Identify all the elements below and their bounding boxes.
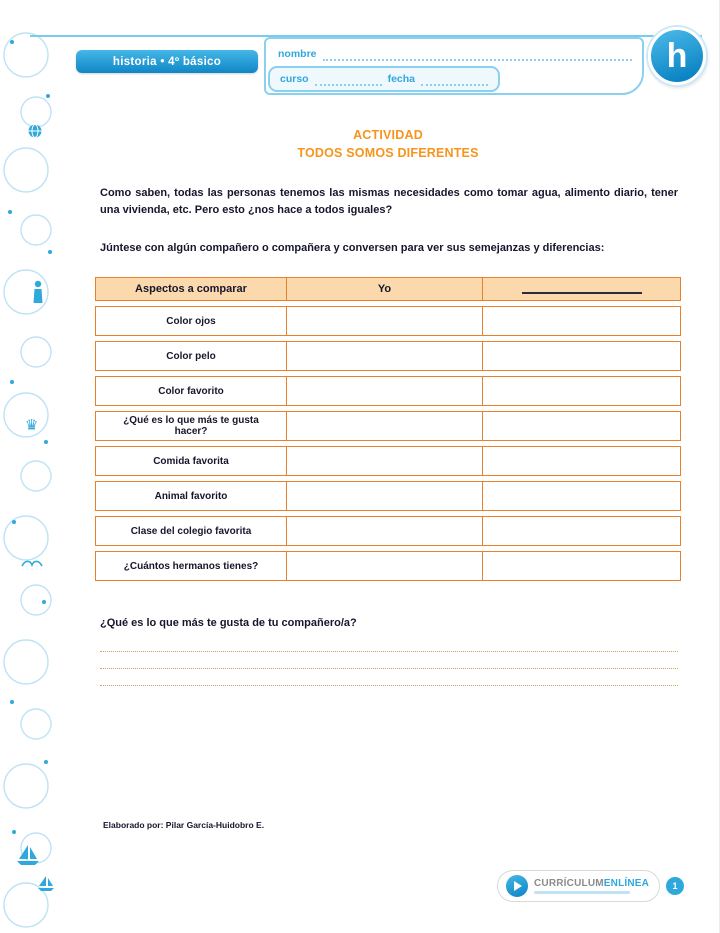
yo-entry-cell[interactable]	[287, 551, 483, 581]
aspect-label: ¿Cuántos hermanos tienes?	[95, 551, 287, 581]
table-row	[95, 481, 681, 511]
activity-subtitle: TODOS SOMOS DIFERENTES	[297, 146, 479, 160]
fecha-label: fecha	[387, 73, 416, 85]
curso-fecha-box	[268, 66, 500, 92]
header-aspectos: Aspectos a comparar	[95, 277, 287, 301]
aspect-label: Color ojos	[95, 306, 287, 336]
partner-entry-cell[interactable]	[483, 306, 681, 336]
play-icon	[506, 875, 528, 897]
comparison-table-body	[95, 306, 681, 581]
answer-line[interactable]	[100, 655, 678, 669]
page-number-badge: 1	[666, 877, 684, 895]
table-row	[95, 516, 681, 546]
header-yo: Yo	[287, 277, 483, 301]
yo-entry-cell[interactable]	[287, 376, 483, 406]
partner-entry-cell[interactable]	[483, 341, 681, 371]
table-row	[95, 551, 681, 581]
table-row	[95, 376, 681, 406]
partner-entry-cell[interactable]	[483, 481, 681, 511]
instruction-paragraph: Júntese con algún compañero o compañera y conversen para ver sus semejanzas y diferencias:	[100, 242, 605, 254]
site-logo: h	[648, 27, 706, 85]
ship-icon	[17, 845, 54, 891]
partner-entry-cell[interactable]	[483, 411, 681, 441]
aspect-label: Comida favorita	[95, 446, 287, 476]
crown-icon: ♛	[25, 416, 39, 434]
nombre-row	[278, 43, 632, 61]
brand-curriculum: CURRÍCULUM	[534, 877, 604, 889]
header-partner	[483, 277, 681, 301]
intro-paragraph: Como saben, todas las personas tenemos las mismas necesidades como tomar agua, alimento diario, tener una vivienda, etc. Pero esto ¿nos hace a todos iguales?	[100, 187, 678, 217]
subject-ribbon: historia • 4º básico	[76, 50, 258, 73]
yo-entry-cell[interactable]	[287, 481, 483, 511]
answer-line[interactable]	[100, 672, 678, 686]
partner-name-blank[interactable]	[522, 282, 642, 294]
yo-entry-cell[interactable]	[287, 341, 483, 371]
partner-entry-cell[interactable]	[483, 516, 681, 546]
globe-icon	[29, 125, 42, 138]
credits: Elaborado por: Pilar García-Huidobro E.	[103, 820, 265, 830]
partner-entry-cell[interactable]	[483, 376, 681, 406]
aspect-label: Color pelo	[95, 341, 287, 371]
partner-entry-cell[interactable]	[483, 446, 681, 476]
table-row	[95, 306, 681, 336]
yo-entry-cell[interactable]	[287, 411, 483, 441]
table-header-row	[95, 277, 681, 301]
table-row	[95, 446, 681, 476]
nombre-input-line[interactable]	[323, 49, 632, 61]
table-row	[95, 341, 681, 371]
student-fields-panel	[264, 37, 644, 95]
brand-tagline	[534, 891, 630, 894]
brand-text	[534, 879, 649, 894]
aspect-label: ¿Qué es lo que más te gusta hacer?	[95, 411, 287, 441]
yo-entry-cell[interactable]	[287, 516, 483, 546]
answer-line[interactable]	[100, 638, 678, 652]
partner-entry-cell[interactable]	[483, 551, 681, 581]
curso-label: curso	[280, 73, 309, 85]
aspect-label: Animal favorito	[95, 481, 287, 511]
curso-input-line[interactable]	[315, 74, 382, 86]
aspect-label: Color favorito	[95, 376, 287, 406]
comparison-table	[95, 272, 681, 586]
brand-enlinea: ENLÍNEA	[603, 877, 650, 889]
final-question: ¿Qué es lo que más te gusta de tu compañero/a?	[100, 617, 357, 629]
yo-entry-cell[interactable]	[287, 446, 483, 476]
table-row	[95, 411, 681, 441]
activity-title: ACTIVIDAD	[353, 128, 423, 142]
nombre-label: nombre	[278, 48, 317, 60]
comparison-table-head	[95, 277, 681, 301]
aspect-label: Clase del colegio favorita	[95, 516, 287, 546]
fecha-input-line[interactable]	[421, 74, 488, 86]
yo-entry-cell[interactable]	[287, 306, 483, 336]
decorative-left-border	[0, 0, 70, 933]
person-icon	[34, 281, 43, 303]
footer-brand	[497, 870, 660, 902]
bird-icon	[22, 561, 42, 566]
